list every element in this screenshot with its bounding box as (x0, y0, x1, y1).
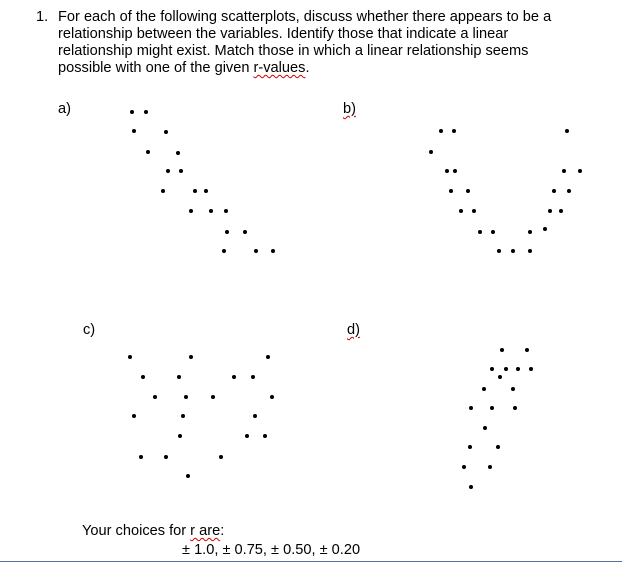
scatter-point (128, 355, 132, 359)
problem-line-3: relationship might exist. Match those in which a linear relationship seems (58, 43, 529, 59)
scatter-point (209, 209, 213, 213)
scatter-point (500, 348, 504, 352)
r-are-term: r are (190, 523, 221, 539)
scatter-point (445, 169, 449, 173)
scatter-point (498, 375, 502, 379)
scatter-point (439, 129, 443, 133)
scatter-point (488, 465, 492, 469)
scatter-point (211, 395, 215, 399)
scatter-point (193, 189, 197, 193)
scatter-point (511, 249, 515, 253)
scatter-point (177, 375, 181, 379)
scatter-point (559, 209, 563, 213)
scatter-point (466, 189, 470, 193)
scatter-point (245, 434, 249, 438)
scatter-point (184, 395, 188, 399)
scatter-point (528, 249, 532, 253)
scatter-point (270, 395, 274, 399)
scatter-point (266, 355, 270, 359)
scatter-point (490, 367, 494, 371)
scatter-point (567, 189, 571, 193)
scatterplot-c (128, 355, 274, 478)
scatter-point (224, 209, 228, 213)
scatter-point (251, 375, 255, 379)
r-choices-suffix: : (220, 523, 225, 539)
scatter-point (166, 169, 170, 173)
problem-number: 1. (36, 9, 49, 25)
scatter-point (253, 414, 257, 418)
scatter-point (482, 387, 486, 391)
scatter-point (153, 395, 157, 399)
scatter-point (254, 249, 258, 253)
scatter-point (472, 209, 476, 213)
scatter-point (189, 209, 193, 213)
plot-label-b: b) (343, 101, 356, 117)
scatter-point (429, 150, 433, 154)
scatter-point (525, 348, 529, 352)
scatter-point (271, 249, 275, 253)
scatter-point (468, 445, 472, 449)
scatter-point (462, 465, 466, 469)
scatter-point (179, 169, 183, 173)
bottom-border (0, 561, 622, 562)
scatter-point (161, 189, 165, 193)
scatter-point (222, 249, 226, 253)
r-choices-values: ± 1.0, ± 0.75, ± 0.50, ± 0.20 (182, 542, 361, 558)
scatter-point (176, 151, 180, 155)
scatter-point (548, 209, 552, 213)
scatter-point (204, 189, 208, 193)
scatter-point (562, 169, 566, 173)
scatter-point (189, 355, 193, 359)
problem-line-1: For each of the following scatterplots, discuss whether there appears to be a (58, 9, 552, 25)
scatter-point (141, 375, 145, 379)
scatterplot-d (462, 348, 533, 489)
scatter-point (491, 230, 495, 234)
scatter-point (490, 406, 494, 410)
scatter-point (504, 367, 508, 371)
scatter-point (164, 130, 168, 134)
scatter-point (449, 189, 453, 193)
scatter-point (528, 230, 532, 234)
scatter-point (552, 189, 556, 193)
problem-line-2: relationship between the variables. Identify those that indicate a linear (58, 26, 509, 42)
scatter-point (243, 230, 247, 234)
scatter-point (497, 249, 501, 253)
scatterplot-b (429, 129, 582, 253)
problem-line-4-prefix: possible with one of the given (58, 60, 254, 76)
scatter-point (453, 169, 457, 173)
scatter-point (496, 445, 500, 449)
scatter-point (565, 129, 569, 133)
r-choices-prefix: Your choices for (82, 523, 191, 539)
scatter-point (513, 406, 517, 410)
scatter-point (469, 485, 473, 489)
scatter-point (225, 230, 229, 234)
r-values-term: r-values (253, 60, 306, 76)
problem-line-4-suffix: . (305, 60, 310, 76)
scatter-point (452, 129, 456, 133)
r-choices-line (82, 523, 224, 539)
scatterplot-a (130, 110, 275, 253)
scatter-point (263, 434, 267, 438)
scatter-point (132, 129, 136, 133)
scatter-point (469, 406, 473, 410)
scatter-point (132, 414, 136, 418)
scatter-point (164, 455, 168, 459)
scatter-point (543, 227, 547, 231)
scatter-point (146, 150, 150, 154)
plot-label-d: d) (347, 322, 360, 338)
scatter-point (578, 169, 582, 173)
plot-label-a: a) (58, 101, 71, 117)
scatter-point (178, 434, 182, 438)
scatter-point (459, 209, 463, 213)
scatter-point (181, 414, 185, 418)
scatter-point (511, 387, 515, 391)
scatter-point (186, 474, 190, 478)
scatter-point (139, 455, 143, 459)
scatter-point (529, 367, 533, 371)
scatter-point (232, 375, 236, 379)
scatter-point (219, 455, 223, 459)
scatter-point (516, 367, 520, 371)
scatter-point (483, 426, 487, 430)
scatter-point (478, 230, 482, 234)
scatter-point (144, 110, 148, 114)
plot-label-c: c) (83, 322, 96, 338)
scatter-point (130, 110, 134, 114)
